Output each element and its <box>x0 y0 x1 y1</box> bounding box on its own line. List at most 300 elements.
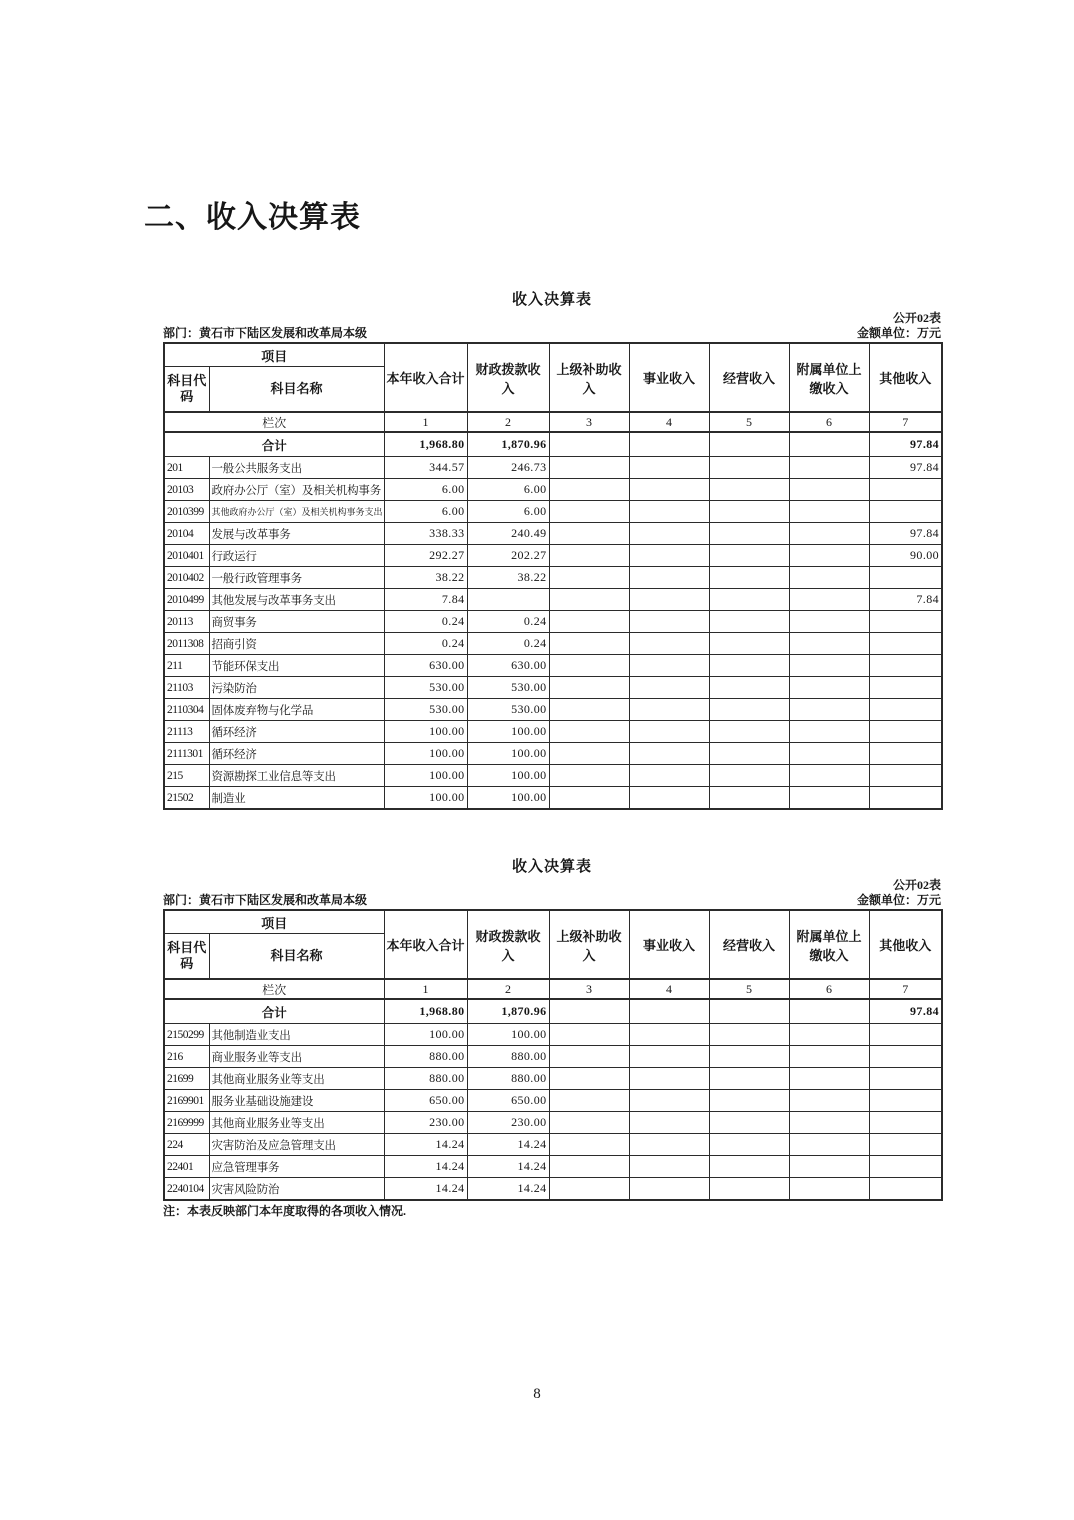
value-cell: 202.27 <box>467 545 549 567</box>
value-cell <box>629 545 709 567</box>
value-cell <box>549 523 629 545</box>
subject-code-cell: 216 <box>164 1046 209 1068</box>
value-cell: 14.24 <box>467 1156 549 1178</box>
value-cell: 38.22 <box>467 567 549 589</box>
subject-name-cell: 应急管理事务 <box>209 1156 384 1178</box>
lanci-label: 栏次 <box>164 979 384 999</box>
value-cell <box>789 765 869 787</box>
value-cell <box>709 1024 789 1046</box>
value-cell <box>549 457 629 479</box>
subject-name-cell: 服务业基础设施建设 <box>209 1090 384 1112</box>
table-row <box>164 1024 942 1046</box>
col-header-other-income: 其他收入 <box>869 343 942 412</box>
value-cell <box>869 1046 942 1068</box>
value-cell: 6.00 <box>467 479 549 501</box>
value-cell <box>869 1068 942 1090</box>
value-cell: 14.24 <box>467 1134 549 1156</box>
subject-name-cell: 循环经济 <box>209 743 384 765</box>
value-cell <box>789 743 869 765</box>
col-header-fiscal-grant: 财政拨款收入 <box>467 343 549 412</box>
value-cell: 530.00 <box>467 699 549 721</box>
value-cell: 0.24 <box>384 611 467 633</box>
value-cell <box>709 501 789 523</box>
value-cell <box>709 721 789 743</box>
value-cell <box>549 567 629 589</box>
value-cell: 0.24 <box>384 633 467 655</box>
column-index-row <box>164 412 942 432</box>
lanci-col: 2 <box>467 412 549 432</box>
subject-code-cell: 2010401 <box>164 545 209 567</box>
value-cell <box>549 1024 629 1046</box>
value-cell <box>549 501 629 523</box>
subject-code-cell: 2010402 <box>164 567 209 589</box>
value-cell <box>789 655 869 677</box>
value-cell <box>549 999 629 1024</box>
table-row <box>164 589 942 611</box>
value-cell <box>629 765 709 787</box>
subject-name-cell: 发展与改革事务 <box>209 523 384 545</box>
project-header: 项目 <box>164 343 384 367</box>
col-header-superior-subsidy: 上级补助收入 <box>549 910 629 979</box>
table-row <box>164 633 942 655</box>
subject-name-cell: 其他商业服务业等支出 <box>209 1112 384 1134</box>
value-cell: 7.84 <box>869 589 942 611</box>
value-cell: 344.57 <box>384 457 467 479</box>
value-cell: 530.00 <box>467 677 549 699</box>
value-cell <box>869 1090 942 1112</box>
header-row-project <box>164 910 942 934</box>
table-row <box>164 1134 942 1156</box>
income-table-block-1 <box>163 288 941 810</box>
value-cell <box>709 1068 789 1090</box>
value-cell <box>549 1068 629 1090</box>
value-cell <box>629 1068 709 1090</box>
value-cell: 6.00 <box>384 501 467 523</box>
value-cell <box>549 633 629 655</box>
code-header: 科目代码 <box>164 367 209 413</box>
value-cell: 7.84 <box>384 589 467 611</box>
value-cell: 1,968.80 <box>384 432 467 457</box>
value-cell <box>549 611 629 633</box>
value-cell <box>549 699 629 721</box>
col-header-superior-subsidy: 上级补助收入 <box>549 343 629 412</box>
value-cell <box>789 523 869 545</box>
value-cell: 0.24 <box>467 633 549 655</box>
value-cell <box>789 1024 869 1046</box>
col-header-total-income: 本年收入合计 <box>384 910 467 979</box>
value-cell <box>709 611 789 633</box>
value-cell: 230.00 <box>467 1112 549 1134</box>
value-cell <box>709 765 789 787</box>
table-row <box>164 523 942 545</box>
value-cell <box>549 1134 629 1156</box>
value-cell <box>709 479 789 501</box>
subject-name-cell: 固体废弃物与化学品 <box>209 699 384 721</box>
value-cell <box>869 655 942 677</box>
value-cell <box>789 787 869 810</box>
unit-label: 金额单位：万元 <box>856 326 941 340</box>
col-header-other-income: 其他收入 <box>869 910 942 979</box>
table-row <box>164 545 942 567</box>
value-cell <box>709 677 789 699</box>
lanci-col: 4 <box>629 979 709 999</box>
subject-code-cell: 2169901 <box>164 1090 209 1112</box>
value-cell <box>709 523 789 545</box>
value-cell <box>629 787 709 810</box>
table-row <box>164 1046 942 1068</box>
value-cell <box>629 699 709 721</box>
value-cell <box>709 1090 789 1112</box>
value-cell <box>549 545 629 567</box>
subject-code-cell: 21502 <box>164 787 209 810</box>
value-cell <box>629 501 709 523</box>
value-cell <box>709 787 789 810</box>
value-cell <box>629 1046 709 1068</box>
value-cell: 240.49 <box>467 523 549 545</box>
subject-code-cell: 20103 <box>164 479 209 501</box>
value-cell: 14.24 <box>384 1178 467 1201</box>
subject-code-cell: 2240104 <box>164 1178 209 1201</box>
value-cell <box>789 1046 869 1068</box>
table-note: 注：本表反映部门本年度取得的各项收入情况. <box>163 1204 407 1218</box>
table-row <box>164 743 942 765</box>
lanci-col: 1 <box>384 979 467 999</box>
subject-code-cell: 224 <box>164 1134 209 1156</box>
table-meta-line <box>163 893 941 907</box>
value-cell <box>709 999 789 1024</box>
table-row <box>164 655 942 677</box>
subject-code-cell: 2110304 <box>164 699 209 721</box>
subject-name-cell: 其他发展与改革事务支出 <box>209 589 384 611</box>
subject-code-cell: 2010499 <box>164 589 209 611</box>
value-cell: 14.24 <box>467 1178 549 1201</box>
value-cell <box>869 611 942 633</box>
lanci-label: 栏次 <box>164 412 384 432</box>
name-header: 科目名称 <box>209 367 384 413</box>
subject-code-cell: 2011308 <box>164 633 209 655</box>
value-cell: 97.84 <box>869 457 942 479</box>
value-cell: 97.84 <box>869 432 942 457</box>
value-cell: 530.00 <box>384 699 467 721</box>
value-cell <box>709 699 789 721</box>
value-cell <box>789 1090 869 1112</box>
subject-name-cell: 资源勘探工业信息等支出 <box>209 765 384 787</box>
value-cell <box>709 1178 789 1201</box>
table-title: 收入决算表 <box>511 291 592 308</box>
value-cell: 880.00 <box>467 1068 549 1090</box>
value-cell <box>549 1178 629 1201</box>
subject-name-cell: 灾害防治及应急管理支出 <box>209 1134 384 1156</box>
lanci-col: 1 <box>384 412 467 432</box>
value-cell <box>549 787 629 810</box>
table-row <box>164 787 942 810</box>
subject-name-cell: 行政运行 <box>209 545 384 567</box>
form-code-label: 公开02表 <box>892 878 941 892</box>
value-cell: 90.00 <box>869 545 942 567</box>
value-cell <box>789 611 869 633</box>
value-cell: 1,870.96 <box>467 999 549 1024</box>
value-cell <box>467 589 549 611</box>
subject-name-cell: 商业服务业等支出 <box>209 1046 384 1068</box>
col-header-fiscal-grant: 财政拨款收入 <box>467 910 549 979</box>
value-cell <box>869 743 942 765</box>
value-cell <box>709 743 789 765</box>
lanci-col: 3 <box>549 979 629 999</box>
value-cell <box>549 765 629 787</box>
col-header-total-income: 本年收入合计 <box>384 343 467 412</box>
header-row-project <box>164 343 942 367</box>
value-cell <box>869 765 942 787</box>
value-cell <box>709 1156 789 1178</box>
value-cell <box>709 589 789 611</box>
col-header-business-income: 事业收入 <box>629 910 709 979</box>
value-cell <box>549 1156 629 1178</box>
table-row <box>164 611 942 633</box>
value-cell <box>709 1046 789 1068</box>
subject-name-cell: 节能环保支出 <box>209 655 384 677</box>
value-cell <box>789 545 869 567</box>
subject-name-cell: 制造业 <box>209 787 384 810</box>
unit-label: 金额单位：万元 <box>856 893 941 907</box>
value-cell: 292.27 <box>384 545 467 567</box>
value-cell <box>869 567 942 589</box>
value-cell <box>629 1090 709 1112</box>
value-cell <box>629 743 709 765</box>
subject-code-cell: 20113 <box>164 611 209 633</box>
lanci-col: 3 <box>549 412 629 432</box>
lanci-col: 5 <box>709 412 789 432</box>
table-row <box>164 479 942 501</box>
subject-name-cell: 其他商业服务业等支出 <box>209 1068 384 1090</box>
subject-code-cell: 211 <box>164 655 209 677</box>
value-cell: 630.00 <box>467 655 549 677</box>
value-cell <box>869 1134 942 1156</box>
value-cell <box>789 501 869 523</box>
value-cell <box>869 633 942 655</box>
total-label: 合计 <box>164 432 384 457</box>
subject-name-cell: 政府办公厅（室）及相关机构事务 <box>209 479 384 501</box>
value-cell <box>549 1046 629 1068</box>
value-cell <box>549 479 629 501</box>
value-cell <box>789 457 869 479</box>
value-cell <box>789 677 869 699</box>
value-cell: 38.22 <box>384 567 467 589</box>
subject-code-cell: 2111301 <box>164 743 209 765</box>
value-cell <box>789 1178 869 1201</box>
value-cell <box>549 677 629 699</box>
department-label: 部门：黄石市下陆区发展和改革局本级 <box>163 893 368 907</box>
value-cell <box>629 567 709 589</box>
subject-name-cell: 招商引资 <box>209 633 384 655</box>
value-cell <box>789 1068 869 1090</box>
value-cell <box>629 633 709 655</box>
value-cell: 100.00 <box>467 765 549 787</box>
value-cell <box>869 479 942 501</box>
value-cell <box>629 655 709 677</box>
col-header-business-income: 事业收入 <box>629 343 709 412</box>
value-cell <box>869 1112 942 1134</box>
value-cell <box>869 1024 942 1046</box>
table-row <box>164 567 942 589</box>
value-cell <box>789 567 869 589</box>
value-cell <box>629 721 709 743</box>
value-cell <box>629 1178 709 1201</box>
subject-code-cell: 21699 <box>164 1068 209 1090</box>
value-cell: 14.24 <box>384 1156 467 1178</box>
value-cell <box>709 655 789 677</box>
subject-code-cell: 2010399 <box>164 501 209 523</box>
value-cell: 100.00 <box>467 743 549 765</box>
subject-code-cell: 215 <box>164 765 209 787</box>
value-cell: 880.00 <box>384 1046 467 1068</box>
subject-name-cell: 灾害风险防治 <box>209 1178 384 1201</box>
col-header-affiliate-remit: 附属单位上缴收入 <box>789 343 869 412</box>
value-cell <box>629 1024 709 1046</box>
subject-name-cell: 商贸事务 <box>209 611 384 633</box>
lanci-col: 6 <box>789 979 869 999</box>
table-row <box>164 1068 942 1090</box>
value-cell: 880.00 <box>467 1046 549 1068</box>
subject-code-cell: 2169999 <box>164 1112 209 1134</box>
value-cell: 100.00 <box>467 787 549 810</box>
total-row <box>164 999 942 1024</box>
table-row <box>164 765 942 787</box>
value-cell <box>629 523 709 545</box>
value-cell: 650.00 <box>467 1090 549 1112</box>
value-cell: 1,968.80 <box>384 999 467 1024</box>
department-label: 部门：黄石市下陆区发展和改革局本级 <box>163 326 368 340</box>
value-cell: 246.73 <box>467 457 549 479</box>
value-cell <box>629 677 709 699</box>
value-cell <box>789 432 869 457</box>
value-cell: 6.00 <box>467 501 549 523</box>
table-row <box>164 501 942 523</box>
value-cell: 97.84 <box>869 523 942 545</box>
code-header: 科目代码 <box>164 934 209 980</box>
value-cell: 100.00 <box>384 1024 467 1046</box>
value-cell <box>869 699 942 721</box>
table-row <box>164 1090 942 1112</box>
table-title: 收入决算表 <box>511 858 592 875</box>
lanci-col: 7 <box>869 412 942 432</box>
section-heading: 二、收入决算表 <box>144 201 361 234</box>
value-cell <box>709 457 789 479</box>
value-cell <box>789 1112 869 1134</box>
lanci-col: 6 <box>789 412 869 432</box>
value-cell <box>629 1112 709 1134</box>
value-cell <box>789 721 869 743</box>
value-cell <box>549 589 629 611</box>
subject-name-cell: 一般公共服务支出 <box>209 457 384 479</box>
total-label: 合计 <box>164 999 384 1024</box>
lanci-col: 4 <box>629 412 709 432</box>
value-cell: 100.00 <box>384 743 467 765</box>
table-row <box>164 1156 942 1178</box>
value-cell: 14.24 <box>384 1134 467 1156</box>
value-cell: 100.00 <box>384 721 467 743</box>
subject-name-cell: 循环经济 <box>209 721 384 743</box>
project-header: 项目 <box>164 910 384 934</box>
table-meta-line <box>163 326 941 340</box>
value-cell: 530.00 <box>384 677 467 699</box>
col-header-affiliate-remit: 附属单位上缴收入 <box>789 910 869 979</box>
subject-name-cell: 污染防治 <box>209 677 384 699</box>
value-cell: 100.00 <box>467 1024 549 1046</box>
income-table-block-2 <box>163 855 941 1219</box>
value-cell <box>629 611 709 633</box>
value-cell <box>629 432 709 457</box>
value-cell <box>709 633 789 655</box>
form-code-label: 公开02表 <box>892 311 941 325</box>
value-cell: 100.00 <box>384 787 467 810</box>
col-header-operating-income: 经营收入 <box>709 910 789 979</box>
value-cell <box>709 432 789 457</box>
subject-code-cell: 2150299 <box>164 1024 209 1046</box>
value-cell <box>629 1134 709 1156</box>
value-cell <box>869 1178 942 1201</box>
value-cell <box>789 633 869 655</box>
value-cell <box>629 457 709 479</box>
subject-code-cell: 22401 <box>164 1156 209 1178</box>
value-cell: 100.00 <box>384 765 467 787</box>
table-row <box>164 699 942 721</box>
value-cell <box>549 1090 629 1112</box>
table-row <box>164 457 942 479</box>
value-cell <box>629 999 709 1024</box>
subject-code-cell: 21113 <box>164 721 209 743</box>
value-cell: 0.24 <box>467 611 549 633</box>
value-cell <box>549 432 629 457</box>
table-row <box>164 721 942 743</box>
value-cell: 97.84 <box>869 999 942 1024</box>
value-cell <box>549 743 629 765</box>
table-row <box>164 1112 942 1134</box>
value-cell: 1,870.96 <box>467 432 549 457</box>
value-cell <box>869 721 942 743</box>
column-index-row <box>164 979 942 999</box>
value-cell <box>549 721 629 743</box>
subject-code-cell: 20104 <box>164 523 209 545</box>
total-row <box>164 432 942 457</box>
value-cell <box>789 1134 869 1156</box>
value-cell: 650.00 <box>384 1090 467 1112</box>
subject-name-cell: 其他政府办公厅（室）及相关机构事务支出 <box>209 501 384 523</box>
name-header: 科目名称 <box>209 934 384 980</box>
value-cell: 6.00 <box>384 479 467 501</box>
value-cell <box>789 699 869 721</box>
value-cell: 338.33 <box>384 523 467 545</box>
lanci-col: 5 <box>709 979 789 999</box>
value-cell: 880.00 <box>384 1068 467 1090</box>
lanci-col: 7 <box>869 979 942 999</box>
value-cell <box>709 545 789 567</box>
subject-code-cell: 21103 <box>164 677 209 699</box>
value-cell <box>869 501 942 523</box>
value-cell: 230.00 <box>384 1112 467 1134</box>
value-cell <box>789 1156 869 1178</box>
value-cell <box>869 787 942 810</box>
value-cell <box>709 567 789 589</box>
income-table-1 <box>163 342 943 810</box>
subject-name-cell: 其他制造业支出 <box>209 1024 384 1046</box>
page-number: 8 <box>533 1386 541 1402</box>
table-row <box>164 1178 942 1201</box>
value-cell <box>789 589 869 611</box>
subject-name-cell: 一般行政管理事务 <box>209 567 384 589</box>
value-cell <box>709 1134 789 1156</box>
value-cell <box>629 479 709 501</box>
value-cell <box>789 479 869 501</box>
